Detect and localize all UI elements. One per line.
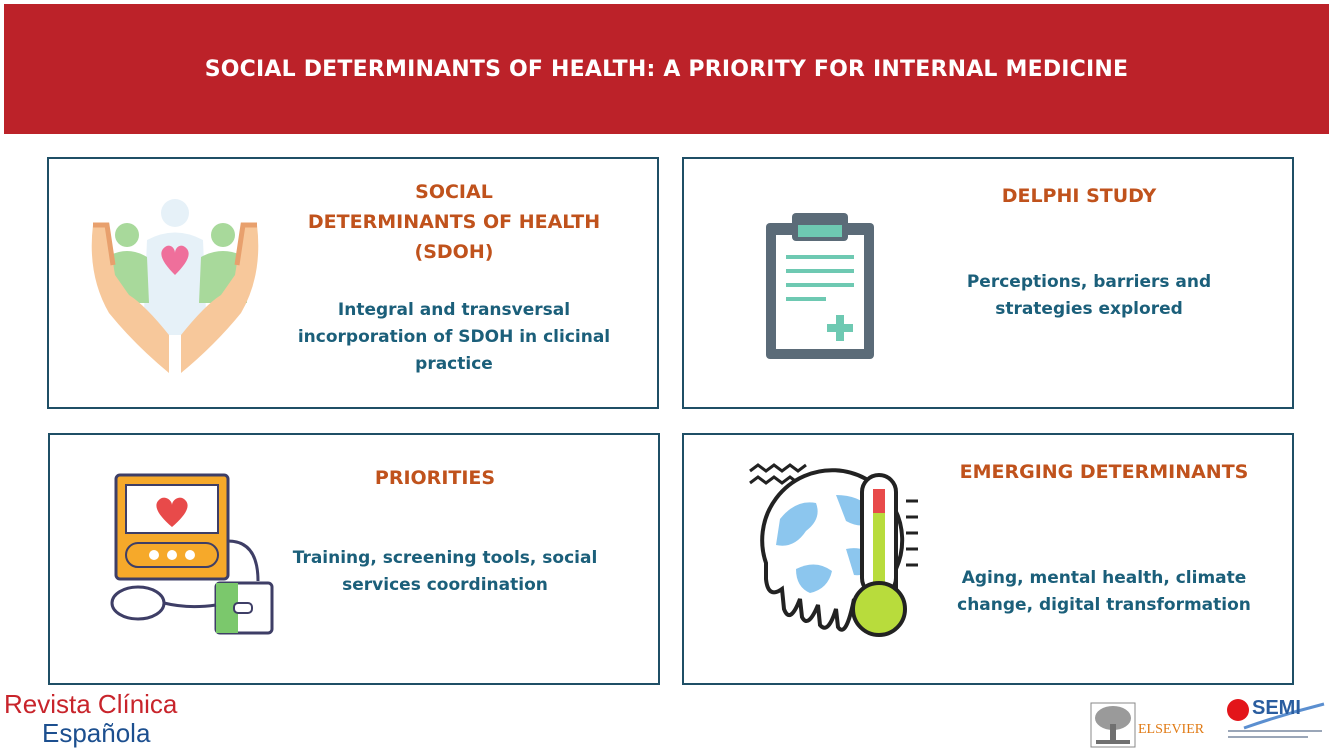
panel-priorities [48,433,660,685]
panel-title-line: PRIORITIES [374,467,496,489]
elsevier-tree-icon [1090,702,1136,748]
panel-text-line: change, digital transformation [957,595,1251,615]
panel-title-line: DELPHI STUDY [1001,185,1157,207]
panel-text-line: Integral and transversal [337,300,571,320]
page-title: SOCIAL DETERMINANTS OF HEALTH: A PRIORITY FOR INTERNAL MEDICINE [204,56,1129,82]
panel-title-line: (SDOH) [414,241,494,263]
panel-text-line: strategies explored [995,299,1183,319]
journal-name-line2: Española [42,718,151,748]
society-name: SEMI [1252,697,1301,719]
publisher-name: ELSEVIER [1138,722,1205,737]
panel-title-line: SOCIAL [415,181,493,203]
panel-title-line: EMERGING DETERMINANTS [959,461,1249,483]
panel-text-line: services coordination [342,575,548,595]
journal-name-line1: Revista Clínica [4,689,178,719]
panel-text-line: incorporation of SDOH in clicinal [297,327,611,347]
panel-text-line: Training, screening tools, social [292,548,598,568]
panel-emerging-determinants [682,433,1294,685]
journal-logo [4,690,177,748]
clipboard-icon [762,211,880,363]
hands-holding-people-icon [85,195,265,375]
panel-text-line: practice [415,354,493,374]
blood-pressure-monitor-icon [108,471,278,637]
panel-sdoh [47,157,659,409]
globe-thermometer-icon [746,459,932,655]
panel-text-line: Perceptions, barriers and [966,272,1212,292]
panel-delphi-study [682,157,1294,409]
header-banner [4,4,1329,134]
panel-text-line: Aging, mental health, climate [961,568,1247,588]
panel-title-line: DETERMINANTS OF HEALTH [307,211,601,233]
